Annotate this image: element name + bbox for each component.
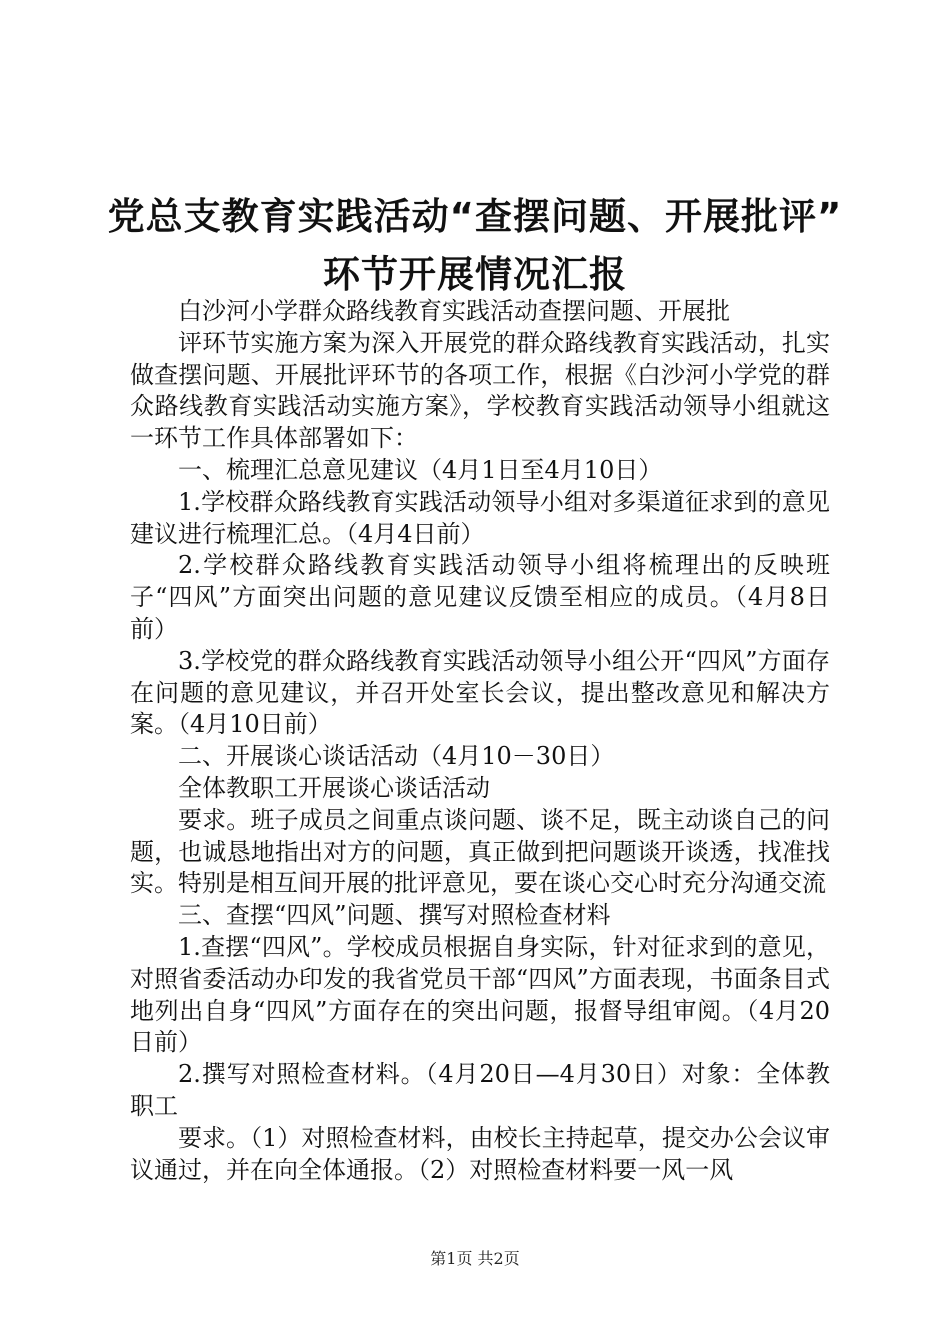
section-heading: 一、梳理汇总意见建议（4月1日至4月10日）: [178, 455, 663, 484]
document-title-line-1: 党总支教育实践活动“查摆问题、开展批评”: [107, 195, 843, 238]
paragraph: 要求。班子成员之间重点谈问题、谈不足，既主动谈自己的问题，也诚恳地指出对方的问题，真正做到把问题谈开谈透，找准找实。特别是相互间开展的批评意见，要在谈心交心时充分沟通交流: [130, 805, 830, 898]
paragraph: 1.学校群众路线教育实践活动领导小组对多渠道征求到的意见建议进行梳理汇总。（4月4日前）: [130, 487, 830, 548]
paragraph: 3.学校党的群众路线教育实践活动领导小组公开“四风”方面存在问题的意见建议，并召开处室长会议，提出整改意见和解决方案。（4月10日前）: [130, 646, 830, 739]
page-number-footer: 第1页 共2页: [430, 1249, 520, 1268]
paragraph: 2.撰写对照检查材料。（4月20日—4月30日）对象：全体教职工: [130, 1060, 830, 1120]
document-body: [130, 296, 830, 1186]
document-title-line-2: 环节开展情况汇报: [323, 253, 627, 296]
paragraph: 全体教职工开展谈心谈话活动: [178, 773, 490, 802]
section-heading: 二、开展谈心谈话活动（4月10－30日）: [178, 742, 615, 771]
paragraph: 白沙河小学群众路线教育实践活动查摆问题、开展批: [178, 297, 730, 325]
section-heading: 三、查摆“四风”问题、撰写对照检查材料: [178, 901, 611, 930]
paragraph: 要求。（1）对照检查材料，由校长主持起草，提交办公会议审议通过，并在向全体通报。（2）对照检查材料要一风一风: [130, 1123, 830, 1184]
paragraph: 2.学校群众路线教育实践活动领导小组将梳理出的反映班子“四风”方面突出问题的意见建议反馈至相应的成员。（4月8日前）: [130, 551, 830, 643]
paragraph: 1.查摆“四风”。学校成员根据自身实际，针对征求到的意见，对照省委活动办印发的我省党员干部“四风”方面表现，书面条目式地列出自身“四风”方面存在的突出问题，报督导组审阅。（4月20日前）: [130, 932, 830, 1057]
paragraph: 评环节实施方案为深入开展党的群众路线教育实践活动，扎实做查摆问题、开展批评环节的各项工作，根据《白沙河小学党的群众路线教育实践活动实施方案》，学校教育实践活动领导小组就这一环节工作具体部署如下：: [130, 328, 830, 453]
